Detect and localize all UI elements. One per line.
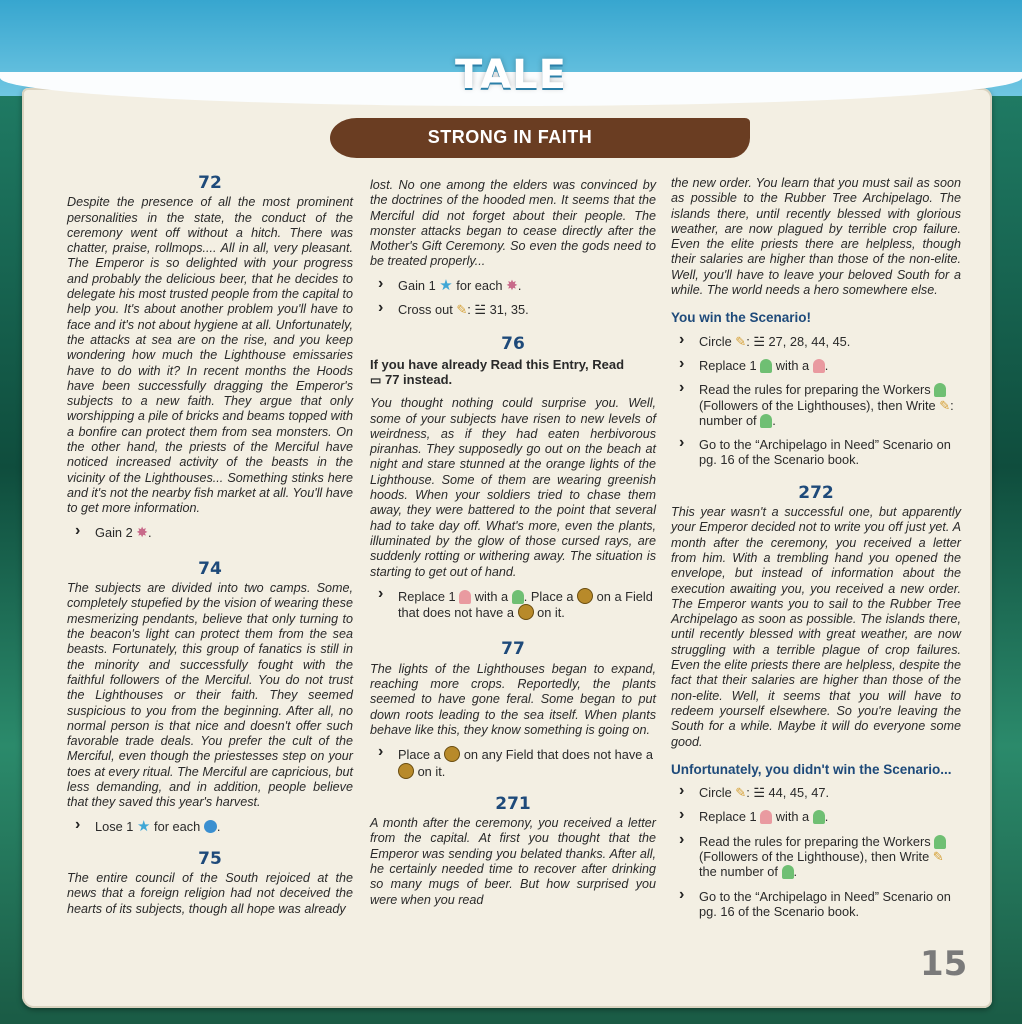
entry-text: The subjects are divided into two camps. Some, completely stupefied by the vision of wearing these mesmerizing pendants, believe that only turning to the beacon's light can protect them from the sea beasts. Fortunately, this group of fanatics is still in the minority and successfully fought with the faithful followers of the Merciful. You do not trust the Lighthouses or their faith. They seemed suspicious to you from the beginning. After all, no normal person is that nice and doesn't offer such favorable trade deals. You prefer the cult of the Merciful, even though the priestesses step on your toes at every ritual. The Merciful are capricious, but less demanding, and in addition, people believe that they saved this year's harvest.	[67, 581, 353, 810]
lighthouse-icon: ☱	[753, 333, 765, 349]
action-item: › Circle ✎: ☱ 44, 45, 47.	[671, 785, 961, 800]
entry-actions	[370, 588, 656, 621]
entry-number: 77	[501, 639, 525, 660]
action-item: › Replace 1 with a .	[671, 809, 961, 824]
entry-number: 74	[198, 558, 222, 579]
action-item: › Replace 1 with a .	[671, 358, 961, 373]
green-worker-icon	[813, 810, 825, 824]
pencil-icon: ✎	[735, 785, 747, 801]
pencil-icon: ✎	[456, 302, 468, 318]
entry-condition: If you have already Read this Entry, Read ▭ 77 instead.	[370, 356, 625, 387]
green-worker-icon	[760, 359, 772, 373]
banner-title: STRONG IN FAITH	[427, 127, 593, 147]
entry-number: 271	[495, 793, 531, 814]
action-item: › Gain 1 ★ for each ✸.	[370, 278, 656, 293]
action-item: › Read the rules for preparing the Workers (Followers of the Lighthouse), then Write ✎ the number of .	[671, 834, 961, 880]
action-item: › Go to the “Archipelago in Need” Scenario on pg. 16 of the Scenario book.	[671, 437, 961, 468]
lose-heading: Unfortunately, you didn't win the Scenario...	[671, 761, 952, 777]
faith-burst-icon: ✸	[506, 276, 518, 293]
entry-actions	[67, 819, 353, 834]
entry-text: You thought nothing could surprise you. Well, some of your subjects have risen to new levels of weirdness, as if they had eaten herbivorous piranhas. They supposedly go out on the beach at night and stare stunned at the orange lights of the Lighthouse. Some of them are wearing greenish hoods. When your soldiers tried to chase them away, they were battered to the point that several had to take day off. What's more, even the plants, illuminated by the glow of those cursed rays, are suddenly rotting or withering away. The situation is starting to get out of hand.	[370, 396, 656, 579]
action-item: › Replace 1 with a . Place a on a Field that does not have a on it.	[370, 588, 656, 621]
orb-icon	[204, 820, 217, 833]
page-title: TALE	[455, 52, 567, 98]
green-worker-icon	[934, 383, 946, 397]
entry-actions	[67, 525, 353, 540]
entry-number: 75	[198, 848, 222, 869]
pink-worker-icon	[813, 359, 825, 373]
entry-text: Despite the presence of all the most prominent personalities in the state, the conduct of the ceremony went off without a hitch. There was chatter, praise, rollmops.... All in all, very pleasant. The Emperor is so delighted with your progress and probably the delicious beer, that he decides to delegate his most trusted people from the capital to help you. It's about another problem you'll have to face and it's not about hygiene at all. Unfortunately, the attacks at sea are on the rise, and you keep wondering how much the Lighthouse emissaries have to do with it? In recent months the Hoods have been successfully dragging the Emperor's subjects to a new faith. They argue that only worshipping a pile of bricks and beams topped with a bonfire can protect them from sea monsters. On the other hand, the priests of the Merciful have noticed increased activity of the beasts in the vicinity of the Lighthouses... Something stinks here and it's not the nearby fish market at all. You'll have to get more information.	[67, 195, 354, 516]
pink-worker-icon	[760, 810, 772, 824]
green-worker-icon	[782, 865, 794, 879]
action-item: › Lose 1 ★ for each .	[67, 819, 353, 834]
star-icon: ★	[137, 817, 151, 835]
entry-text-continued: lost. No one among the elders was convinced by the doctrines of the hooded men. It seems that the Merciful did not forget about their people. The monster attacks began to cease directly after the Mother's Gift Ceremony. So even the gods need to be treated properly...	[370, 178, 656, 269]
entry-number: 72	[198, 173, 222, 193]
entry-actions	[370, 746, 656, 779]
column-1	[67, 173, 354, 917]
action-item: › Read the rules for preparing the Workers (Followers of the Lighthouses), then Write ✎: number of .	[671, 382, 961, 428]
pencil-icon: ✎	[939, 397, 951, 413]
page-number: 15	[920, 944, 968, 984]
pink-worker-icon	[459, 590, 471, 604]
action-item: › Cross out ✎: ☱ 31, 35.	[370, 302, 656, 317]
entry-text: The lights of the Lighthouses began to expand, reaching more crops. Reportedly, the plants seemed to have gone feral. Some began to put down roots leading to the sea itself. When plants behave like this, they know something is going on.	[370, 661, 656, 737]
book-icon: ▭	[370, 372, 382, 387]
pencil-icon: ✎	[932, 848, 944, 864]
entry-text: A month after the ceremony, you received a letter from the capital. At first you thought that the Emperor was sending you belated thanks. After all, he certainly needed time to recover after drinking so many mugs of beer. But how surprised you were when you read	[370, 816, 656, 907]
entry-actions	[671, 785, 961, 919]
action-item: › Gain 2 ✸.	[67, 525, 353, 540]
entry-text: The entire council of the South rejoiced at the news that a foreign religion had not deceived the hearts of its subjects, though all hope was already	[67, 871, 353, 916]
win-heading: You win the Scenario!	[671, 310, 812, 326]
entry-text-continued: the new order. You learn that you must sail as soon as possible to the Rubber Tree Archipelago. The islands there, until recently blessed with glorious weather, are now plagued by terrible crop failure. Even the elite priests there are helpless, though their salaries are higher than those of the non-elite. Well, you'll have to leave your beloved South for a while. The world needs a hero somewhere else.	[671, 176, 961, 298]
action-item: › Place a on any Field that does not have a on it.	[370, 746, 656, 779]
entry-number: 272	[798, 482, 834, 503]
lighthouse-icon: ☱	[474, 302, 487, 318]
blight-token-icon	[444, 746, 460, 762]
green-worker-icon	[512, 590, 524, 604]
blight-token-icon	[398, 763, 414, 779]
pencil-icon: ✎	[735, 333, 747, 349]
entry-actions	[671, 334, 961, 468]
green-worker-icon	[934, 835, 946, 849]
column-2	[370, 178, 656, 908]
column-3	[671, 176, 961, 928]
entry-actions	[370, 278, 656, 318]
entry-number: 76	[501, 334, 525, 355]
star-icon: ★	[439, 276, 453, 294]
lighthouse-icon: ☱	[753, 785, 765, 801]
green-worker-icon	[760, 414, 772, 428]
blight-token-icon	[518, 604, 534, 620]
entry-text: This year wasn't a successful one, but apparently your Emperor decided not to write you off just yet. A month after the ceremony, you received a letter from him. With a trembling hand you opened the envelope, but instead of information about the execution awaiting you, you received a new order. The Emperor wants you to sail to the Rubber Tree Archipelago as soon as possible. The islands there, until recently blessed with great weather, are now struggling with a terrible plague of crop failures. Even the elite priests there are helpless, despite the fact that their salaries are higher than those of the non-elite. Well, it seems that you will have to redeem yourself elsewhere. So you're leaving the South for a while. Maybe it will do everyone some good.	[671, 505, 961, 749]
action-item: › Circle ✎: ☱ 27, 28, 44, 45.	[671, 334, 961, 349]
faith-burst-icon: ✸	[136, 523, 149, 540]
blight-token-icon	[577, 588, 593, 604]
action-item: › Go to the “Archipelago in Need” Scenario on pg. 16 of the Scenario book.	[671, 889, 961, 920]
